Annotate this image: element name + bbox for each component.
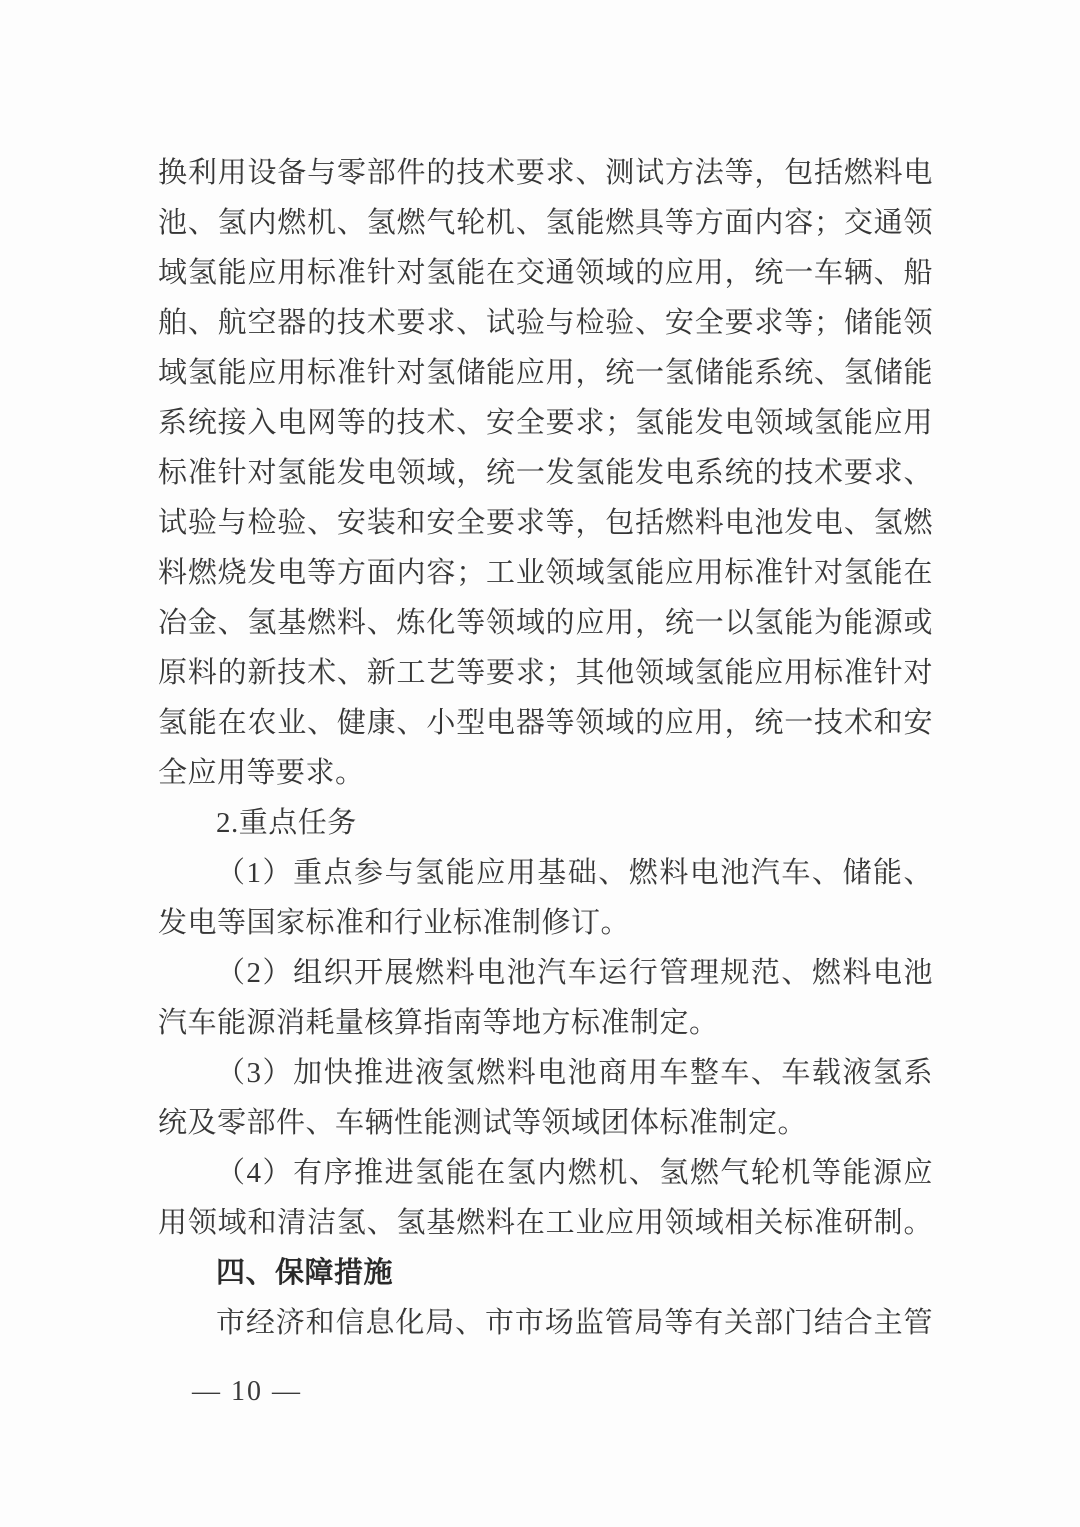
- list-item-4-line: 用领域和清洁氢、氢基燃料在工业应用领域相关标准研制。: [158, 1207, 933, 1239]
- subsection-heading-key-tasks: 2.重点任务: [216, 807, 357, 839]
- body-text-line: 域氢能应用标准针对氢能在交通领域的应用，统一车辆、船: [158, 257, 933, 289]
- body-text-line: 氢能在农业、健康、小型电器等领域的应用，统一技术和安: [158, 707, 933, 739]
- list-item-1-line: （1）重点参与氢能应用基础、燃料电池汽车、储能、: [216, 857, 933, 889]
- document-body: [158, 148, 933, 1348]
- list-item-2-line: 汽车能源消耗量核算指南等地方标准制定。: [158, 1007, 719, 1039]
- list-item-3-line: （3）加快推进液氢燃料电池商用车整车、车载液氢系: [216, 1057, 933, 1089]
- list-item-1-line: 发电等国家标准和行业标准制修订。: [158, 907, 631, 939]
- body-text-line: 换利用设备与零部件的技术要求、测试方法等，包括燃料电: [158, 157, 933, 189]
- body-text-line: 标准针对氢能发电领域，统一发氢能发电系统的技术要求、: [158, 457, 933, 489]
- body-text-line: 原料的新技术、新工艺等要求；其他领域氢能应用标准针对: [158, 657, 933, 689]
- body-text-line: 舶、航空器的技术要求、试验与检验、安全要求等；储能领: [158, 307, 933, 339]
- body-text-line: 池、氢内燃机、氢燃气轮机、氢能燃具等方面内容；交通领: [158, 207, 933, 239]
- page-footer: [192, 1372, 302, 1412]
- list-item-2-line: （2）组织开展燃料电池汽车运行管理规范、燃料电池: [216, 957, 933, 989]
- body-text-line: 冶金、氢基燃料、炼化等领域的应用，统一以氢能为能源或: [158, 607, 933, 639]
- page-number: — 10 —: [192, 1376, 302, 1407]
- body-text-line: 全应用等要求。: [158, 757, 365, 789]
- body-text-line: 料燃烧发电等方面内容；工业领域氢能应用标准针对氢能在: [158, 557, 933, 589]
- body-text-line: 市经济和信息化局、市市场监管局等有关部门结合主管: [216, 1307, 933, 1339]
- body-text-line: 系统接入电网等的技术、安全要求；氢能发电领域氢能应用: [158, 407, 933, 439]
- body-text-line: 域氢能应用标准针对氢储能应用，统一氢储能系统、氢储能: [158, 357, 933, 389]
- body-text-line: 试验与检验、安装和安全要求等，包括燃料电池发电、氢燃: [158, 507, 933, 539]
- list-item-3-line: 统及零部件、车辆性能测试等领域团体标准制定。: [158, 1107, 808, 1139]
- list-item-4-line: （4）有序推进氢能在氢内燃机、氢燃气轮机等能源应: [216, 1157, 933, 1189]
- section-heading-safeguard-measures: 四、保障措施: [216, 1257, 394, 1289]
